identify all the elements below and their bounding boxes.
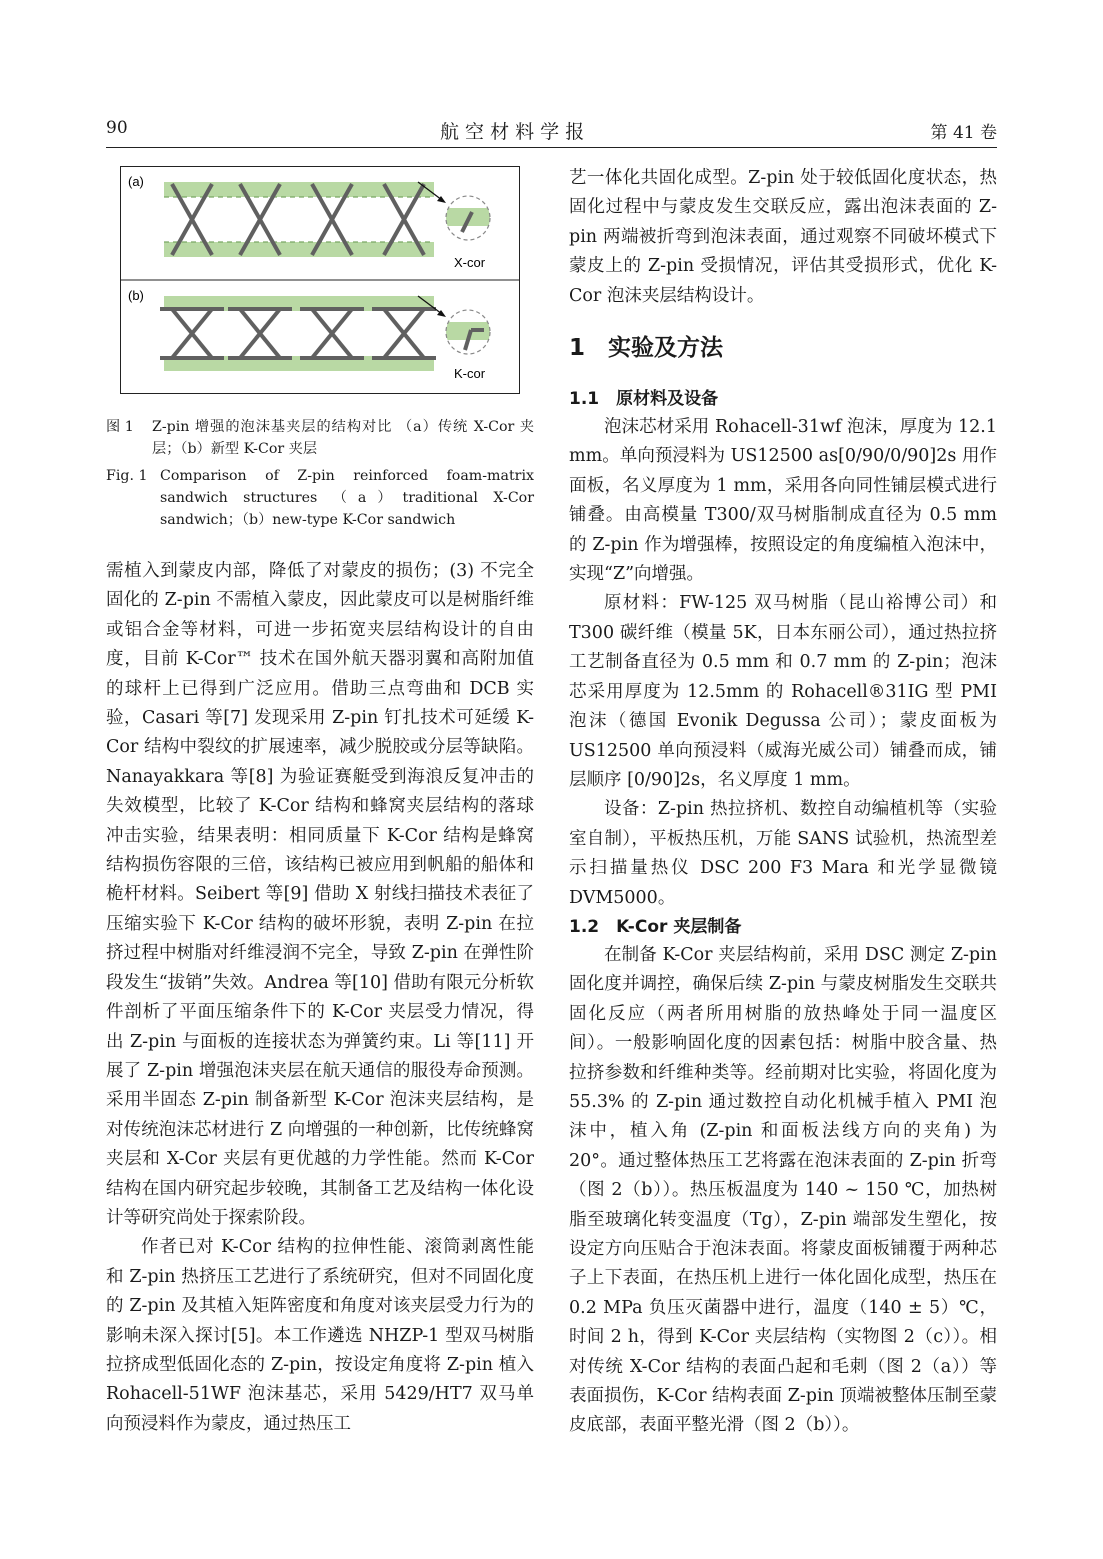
figure-1: [120, 166, 520, 394]
left-paragraph-2: 作者已对 K-Cor 结构的拉伸性能、滚筒剥离性能和 Z-pin 热挤压工艺进行了系统研究，但对不同固化度的 Z-pin 及其植入矩阵密度和角度对该夹层受力行为的影响未深入探讨[5]。本工作遴选 NHZP-1 型双马树脂拉挤成型低固化态的 Z-pin，按设定角度将 Z-pin 植入 Rohacell-51WF 泡沫基芯，采用 5429/HT7 双马单向预浸料作为蒙皮，通过热压工: [106, 1237, 534, 1434]
left-paragraph-1: 需植入到蒙皮内部，降低了对蒙皮的损伤；(3) 不完全固化的 Z-pin 不需植入蒙皮，因此蒙皮可以是树脂纤维或铝合金等材料，可进一步拓宽夹层结构设计的自由度，目前 K-Cor™ 技术在国外航天器羽翼和高附加值的球杆上已得到广泛应用。借助三点弯曲和 DCB 实验，Casari 等[7] 发现采用 Z-pin 钉扎技术可延缓 K-Cor 结构中裂纹的扩展速率，减少脱胶或分层等缺陷。Nanayakkara 等[8] 为验证赛艇受到海浪反复冲击的失效模型，比较了 K-Cor 结构和蜂窝夹层结构的落球冲击实验，结果表明：相同质量下 K-Cor 结构是蜂窝结构损伤容限的三倍，该结构已被应用到帆船的船体和桅杆材料。Seibert 等[9] 借助 X 射线扫描技术表征了压缩实验下 K-Cor 结构的破坏形貌，表明 Z-pin 在拉挤过程中树脂对纤维浸润不完全，导致 Z-pin 在弹性阶段发生“拔销”失效。Andrea 等[10] 借助有限元分析软件剖析了平面压缩条件下的 K-Cor 夹层受力情况，得出 Z-pin 与面板的连接状态为弹簧约束。Li 等[11] 开展了 Z-pin 增强泡沫夹层在航天通信的服役寿命预测。采用半固态 Z-pin 制备新型 K-Cor 泡沫夹层结构，是对传统泡沫芯材进行 Z 向增强的一种创新，比传统蜂窝夹层和 X-Cor 夹层有更优越的力学性能。然而 K-Cor 结构在国内研究起步较晚，其制备工艺及结构一体化设计等研究尚处于探索阶段。: [106, 561, 534, 1228]
right-intro-paragraph: 艺一体化共固化成型。Z-pin 处于较低固化度状态，热固化过程中与蒙皮发生交联反应，露出泡沫表面的 Z-pin 两端被折弯到泡沫表面，通过观察不同破坏模式下蒙皮上的 Z-pin 受损情况，评估其受损形式，优化 K-Cor 泡沫夹层结构设计。: [569, 168, 997, 306]
preparation-paragraph: 在制备 K-Cor 夹层结构前，采用 DSC 测定 Z-pin 固化度并调控，确保后续 Z-pin 与蒙皮树脂发生交联共固化反应（两者所用树脂的放热峰处于同一温度区间）。一般影响固化度的因素包括：树脂中胶含量、热拉挤参数和纤维种类等。经前期对比实验，将固化度为 55.3% 的 Z-pin 通过数控自动化机械手植入 PMI 泡沫中，植入角 (Z-pin 和面板法线方向的夹角) 为 20°。通过整体热压工艺将露在泡沫表面的 Z-pin 折弯（图 2（b））。热压板温度为 140 ~ 150 ℃，加热树脂至玻璃化转变温度（Tg），Z-pin 端部发生塑化，按设定方向压贴合于泡沫表面。将蒙皮面板铺覆于两种芯子上下表面，在热压机上进行一体化固化成型，热压在 0.2 MPa 负压灭菌器中进行，温度（140 ± 5）℃，时间 2 h，得到 K-Cor 夹层结构（实物图 2（c））。相对传统 X-Cor 结构的表面凸起和毛刺（图 2（a））等表面损伤，K-Cor 结构表面 Z-pin 顶端被整体压制至蒙皮底部，表面平整光滑（图 2（b））。: [569, 944, 997, 1436]
section-heading-1: 1 实验及方法: [569, 335, 724, 362]
subsection-heading-1-1: 1.1 原材料及设备: [569, 389, 719, 410]
page-number: 90: [106, 118, 128, 138]
volume-label: 第 41 卷: [930, 123, 997, 143]
header-rule: [106, 147, 997, 148]
caption-en-text: Comparison of Z-pin reinforced foam-matrix sandwich structures （a）traditional X-Cor sandwich；（b）new-type K-Cor sandwich: [160, 468, 534, 528]
figure-caption-cn: [106, 416, 534, 460]
sandwich-diagram: [120, 166, 520, 394]
left-column: [106, 557, 534, 1439]
label-k-cor: K-cor: [454, 366, 486, 381]
label-x-cor: X-cor: [454, 255, 486, 270]
panel-b-label: (b): [128, 288, 144, 303]
raw-materials-paragraph: 原材料：FW-125 双马树脂（昆山裕博公司）和 T300 碳纤维（模量 5K，日本东丽公司），通过热拉挤工艺制备直径为 0.5 mm 和 0.7 mm 的 Z-pin；泡沫芯采用厚度为 12.5mm 的 Rohacell®31IG 型 PMI 泡沫（德国 Evonik Degussa 公司）；蒙皮面板为 US12500 单向预浸料（威海光威公司）铺叠而成，铺层顺序 [0/90]2s，名义厚度 1 mm。: [569, 593, 997, 790]
caption-en-label: Fig. 1: [106, 468, 148, 484]
subsection-heading-1-2: 1.2 K-Cor 夹层制备: [569, 916, 742, 937]
right-column: [569, 164, 997, 1441]
caption-cn-label: 图 1: [106, 419, 134, 435]
equipment-paragraph: 设备：Z-pin 热拉挤机、数控自动编植机等（实验室自制），平板热压机，万能 SANS 试验机，热流型差示扫描量热仪 DSC 200 F3 Mara 和光学显微镜 DVM5000。: [569, 799, 997, 908]
journal-title: 航 空 材 料 学 报: [440, 121, 585, 143]
panel-a-label: (a): [128, 174, 144, 189]
materials-paragraph: 泡沫芯材采用 Rohacell-31wf 泡沫，厚度为 12.1 mm。单向预浸料为 US12500 as[0/90/0/90]2s 用作面板，名义厚度为 1 mm，采用各向同性铺层模式进行铺叠。由高模量 T300/双马树脂制成直径为 0.5 mm 的 Z-pin 作为增强棒，按照设定的角度编植入泡沫中，实现“Z”向增强。: [569, 417, 997, 585]
figure-caption-en: [106, 465, 534, 531]
caption-cn-text: Z-pin 增强的泡沫基夹层的结构对比 （a）传统 X-Cor 夹层；（b）新型 K-Cor 夹层: [152, 419, 534, 457]
